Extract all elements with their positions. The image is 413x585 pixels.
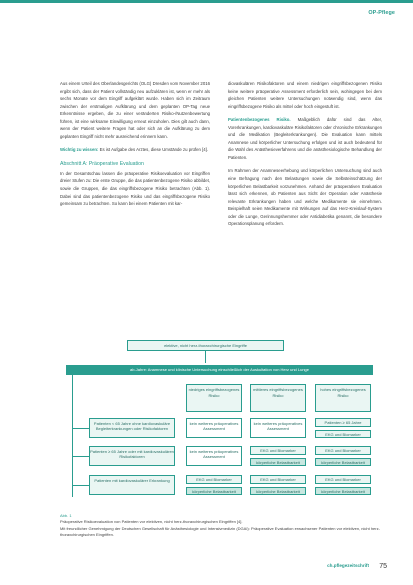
column-header-medium: mittleres eingriffsbezogenes Risiko: [250, 384, 306, 412]
important-note-text: Es ist Aufgabe des Arztes, diese Umstände zu prüfen [4].: [99, 147, 209, 153]
row2-high-top: EKG und Biomarker: [315, 446, 371, 455]
row1-high-bottom: EKG und Biomarker: [315, 430, 371, 439]
section-heading: Abschnitt A: Präoperative Evaluation: [60, 160, 144, 167]
row-label-2: Patienten ≥ 65 Jahre oder mit kardiovaskulären Risikofaktoren: [89, 446, 175, 466]
right-paragraph-3: Im Rahmen der Anamneseerhebung und körperlichen Untersuchung sind auch eine Befragung nach den Belastungen sowie die Selbsteinschätzung der körperlichen Belastbarkeit vorzunehmen. Anhand der präoperativen Evaluation lässt sich erkennen, ob Patienten aus Sicht der Operation oder Anästhesie relevante Erkrankungen haben und welche Medikamente sie einnehmen. Beispielhaft seien Medikamente mit Wirkungen auf das Herz-Kreislauf-System oder die Lunge, Gerinnungshemmer oder Antidiabetika genannt, die besondere Operationsplanung erfordern.: [228, 168, 382, 227]
row3-high-cell: [315, 475, 371, 495]
right-paragraph-2-lead: Patientenbezogenes Risiko.: [228, 117, 291, 123]
section-label: OP-Pflege: [368, 10, 395, 16]
row1-medium-cell: kein weiteres präoperatives Assessment: [250, 418, 306, 438]
row-connector: [72, 428, 89, 429]
column-header-low: niedriges eingriffsbezogenes Risiko: [186, 384, 242, 412]
column-header-high: hohes eingriffsbezogenes Risiko: [315, 384, 371, 412]
row2-medium-top: EKG und Biomarker: [250, 446, 306, 455]
row3-medium-cell: [250, 475, 306, 495]
figure-top-box: elektive, nicht herz-thoraxchirurgische Eingriffe: [127, 340, 284, 351]
row-label-3: Patienten mit kardiovaskulärer Erkrankung: [89, 475, 175, 495]
figure-banner: ab-Jahre: Anamnese und klinische Untersuchung einschließlich der Auskultation von Herz und Lunge: [66, 365, 373, 375]
right-paragraph-1: diovaskulären Risikofaktoren und einem niedrigen eingriffsbezogenen Risiko keine weitere präoperative Assessment erforderlich sein, wohingegen bei dem gleichen Patienten weitere Untersuchungen notwendig sind, wenn das eingriffsbezogene Risiko als mittel oder hoch eingestuft ist.: [228, 81, 382, 109]
right-column: [228, 80, 382, 234]
figure-title: Präoperative Risikoevaluation von Patienten vor elektiven, nicht herz-thoraxchirurgischen Eingriffen [4].: [60, 519, 243, 525]
row3-low-top: EKG und Biomarker: [186, 475, 242, 484]
row3-high-bottom: körperliche Belastbarkeit: [315, 487, 371, 496]
row2-high-cell: [315, 446, 371, 466]
row3-medium-top: EKG und Biomarker: [250, 475, 306, 484]
important-note: [60, 146, 210, 154]
row-connector: [72, 456, 89, 457]
figure-note: Mit freundlicher Genehmigung der Deutschen Gesellschaft für Anästhesiologie und Intensivmedizin (DGAI): Präoperative Evaluation erwachsener Patienten vor elektiven, nicht herz-thoraxchirurgischen Eingriffen.: [60, 525, 380, 537]
row3-low-cell: [186, 475, 242, 495]
row3-high-top: EKG und Biomarker: [315, 475, 371, 484]
figure-vertical-line: [72, 375, 73, 497]
row2-medium-cell: [250, 446, 306, 466]
right-paragraph-2: [228, 116, 382, 161]
right-paragraph-2-text: Maßgeblich dafür sind das Alter, Vorerkrankungen, kardiovaskuläre Risikofaktoren oder chronische Erkrankungen und die Medikation (Begleiterkrankungen). Die Evaluation kann mittels Anamnese und körperlicher Untersuchung erfolgen und ist auch bedeutend für die Wahl des Anästhesieverfahrens und die anästhesiologische Behandlung der Patienten.: [228, 117, 382, 160]
left-paragraph-1: Aus einem Urteil des Oberlandesgerichts (OLG) Dresden vom November 2016 ergibt sich, dass der Patient vollständig neu aufzuklären ist, wenn er mehr als sechs Monate vor dem Eingriff aufgeklärt wurde. Haben sich im Zeitraum zwischen der erstmaligen Aufklärung und dem geplanten OP-Tag neue Erkenntnisse ergeben, die zu einer veränderten Risiko-/Nutzenbewertung führen, ist eine wirksame Einwilligung erneut einzuholen. Dies gilt auch dann, wenn der Patient weitere Fragen hat oder sich an die Aufklärung zu dem geplanten Eingriff nicht mehr ausreichend erinnern kann.: [60, 81, 210, 139]
important-note-lead: Wichtig zu wissen:: [60, 147, 99, 153]
left-column: [60, 80, 210, 214]
row1-high-cell: [315, 418, 371, 438]
row3-low-bottom: körperliche Belastbarkeit: [186, 487, 242, 496]
row2-low-cell: kein weiteres präoperatives Assessment: [186, 446, 242, 466]
row-connector: [72, 485, 89, 486]
figure-number: Abb. 1: [60, 513, 72, 518]
row1-high-top: Patienten ≥ 65 Jahre: [315, 418, 371, 427]
journal-name: ch.pflegezeitschrift: [327, 563, 369, 568]
left-paragraph-2: In der Gesamtschau lassen die präoperative Risikoevaluation vor Eingriffen dreier Stufen zu: Die erste Gruppe, die das patientenbezogene Risiko abbildet, sowie die Gruppen, die das eingriffsbezogene Risiko betrachten (Abb. 1). Dabei sind das patientenbezogene Risiko und das eingriffsbezogene Risiko gemeinsam zu betrachten. So kann bei einem Patienten mit kar-: [60, 170, 210, 207]
row-label-1: Patienten < 65 Jahre ohne kardiovaskuläre Begleiterkrankungen oder Risikofaktoren: [89, 418, 175, 438]
page-number: 75: [379, 563, 387, 570]
row1-low-cell: kein weiteres präoperatives Assessment: [186, 418, 242, 438]
figure-connector: [205, 351, 206, 363]
top-accent-bar: [0, 0, 413, 3]
figure-caption: [60, 513, 390, 538]
row2-high-bottom: körperliche Belastbarkeit: [315, 458, 371, 467]
row3-medium-bottom: körperliche Belastbarkeit: [250, 487, 306, 496]
row2-medium-bottom: körperliche Belastbarkeit: [250, 458, 306, 467]
